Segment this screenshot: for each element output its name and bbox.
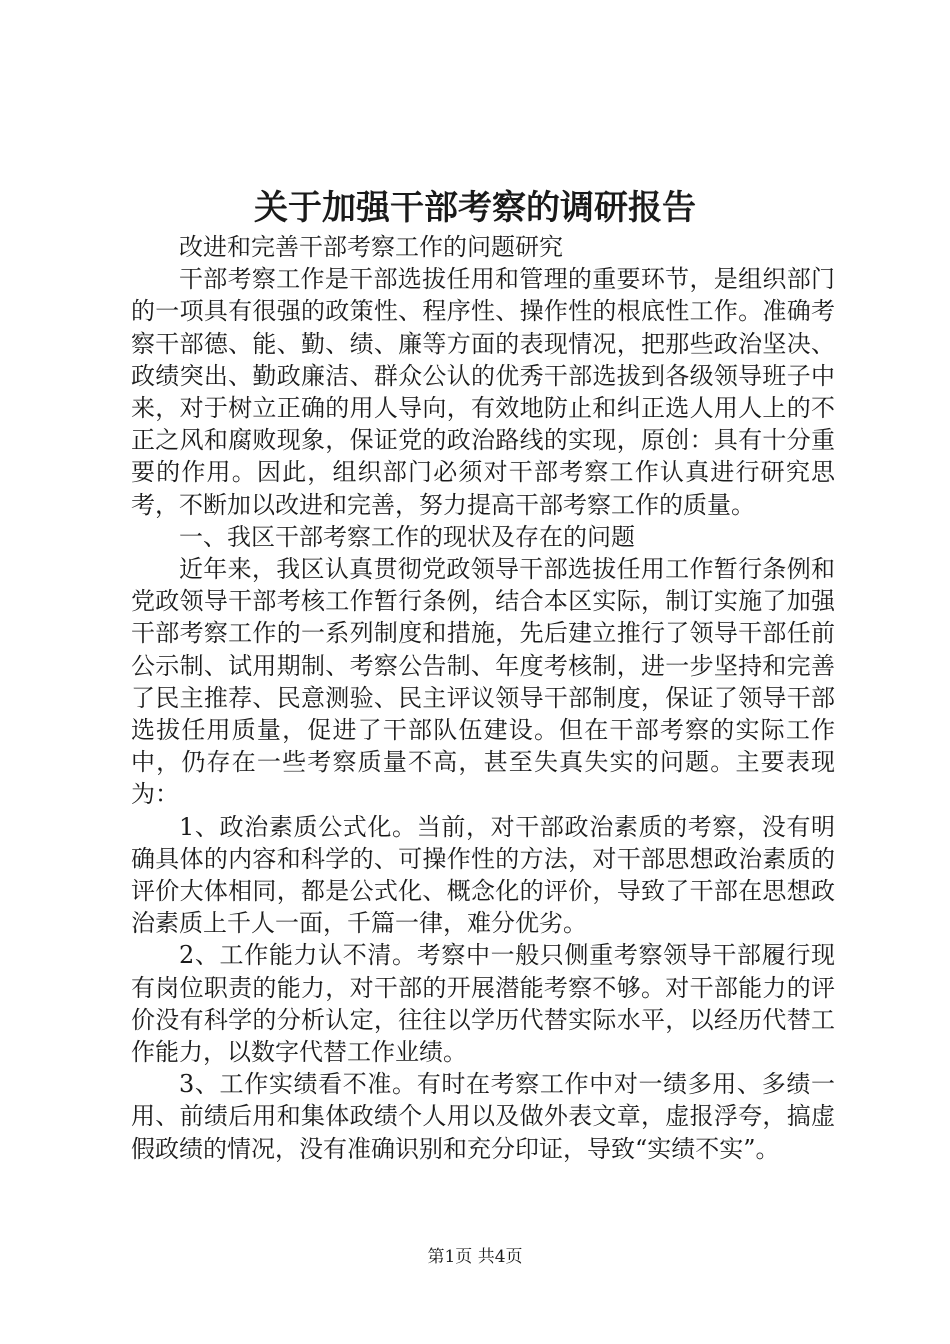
section-heading: 一、我区干部考察工作的现状及存在的问题 (179, 522, 635, 551)
document-body (131, 231, 835, 1165)
body-paragraph: 近年来，我区认真贯彻党政领导干部选拔任用工作暂行条例和党政领导干部考核工作暂行条例，结合本区实际，制订实施了加强干部考察工作的一系列制度和措施，先后建立推行了领导干部任前公示制、试用期制、考察公告制、年度考核制，进一步坚持和完善了民主推荐、民意测验、民主评议领导干部制度，保证了领导干部选拔任用质量，促进了干部队伍建设。但在干部考察的实际工作中，仍存在一些考察质量不高，甚至失真失实的问题。主要表现为： (131, 555, 835, 809)
list-item-2: 2、工作能力认不清。考察中一般只侧重考察领导干部履行现有岗位职责的能力，对干部的开展潜能考察不够。对干部能力的评价没有科学的分析认定，往往以学历代替实际水平，以经历代替工作能力，以数字代替工作业绩。 (131, 941, 835, 1067)
list-item-1: 1、政治素质公式化。当前，对干部政治素质的考察，没有明确具体的内容和科学的、可操作性的方法，对干部思想政治素质的评价大体相同，都是公式化、概念化的评价，导致了干部在思想政治素质上千人一面，千篇一律，难分优劣。 (131, 812, 835, 938)
section-subtitle: 改进和完善干部考察工作的问题研究 (179, 233, 563, 261)
list-item-3: 3、工作实绩看不准。有时在考察工作中对一绩多用、多绩一用、前绩后用和集体政绩个人用以及做外表文章，虚报浮夸，搞虚假政绩的情况，没有准确识别和充分印证，导致“实绩不实”。 (131, 1070, 835, 1163)
intro-paragraph: 干部考察工作是干部选拔任用和管理的重要环节，是组织部门的一项具有很强的政策性、程序性、操作性的根底性工作。准确考察干部德、能、勤、绩、廉等方面的表现情况，把那些政治坚决、政绩突出、勤政廉洁、群众公认的优秀干部选拔到各级领导班子中来，对于树立正确的用人导向，有效地防止和纠正选人用人上的不正之风和腐败现象，保证党的政治路线的实现，原创：具有十分重要的作用。因此，组织部门必须对干部考察工作认真进行研究思考，不断加以改进和完善，努力提高干部考察工作的质量。 (131, 265, 835, 519)
page-number: 第1页 共4页 (427, 1247, 523, 1267)
document-title: 关于加强干部考察的调研报告 (254, 188, 696, 228)
